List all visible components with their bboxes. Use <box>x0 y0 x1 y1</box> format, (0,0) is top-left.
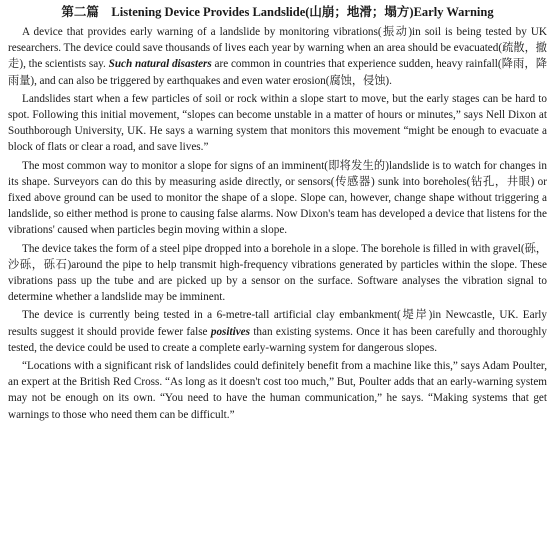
paragraph-1-text-b: are common in countries that experience sudden, heavy rainfall(降雨，降雨量), and can also be triggered by earthquakes and even water erosion(腐蚀，侵蚀). <box>8 58 548 87</box>
paragraph-5-text-a: The device is currently being tested in a 6-metre-tall artificial clay embankment(堤岸)in Newcastle, UK. Early results suggest it should provide fewer false <box>8 309 547 338</box>
paragraph-2: Landslides start when a few particles of soil or rock within a slope start to move, but the early stages can be hard to spot. Following this initial movement, “slopes can become unstable in a matter of hours or minutes,” says Nell Dixon at Southborough University, UK. He says a warning system that monitors this movement “might be enough to evacuate a block of flats or clear a road, and save lives.” <box>8 92 547 154</box>
paragraph-5 <box>8 307 547 356</box>
paragraph-3: The most common way to monitor a slope for signs of an imminent(即将发生的)landslide is to watch for changes in its shape. Surveyors can do this by measuring aside directly, or sensors(传感器) sunk into boreholes(钻孔，井眼) or fixed above ground can be used to monitor the shape of a slope. Slope can, however, change shape without triggering a landslide, so either method is prone to causing false alarms. Now Dixon's team has developed a device that listens for the vibrations' caused when particles begin moving within a slope. <box>8 159 547 237</box>
paragraph-1 <box>8 24 547 89</box>
emphasis-such-natural-disasters: Such natural disasters <box>108 58 212 71</box>
paragraph-4: The device takes the form of a steel pipe dropped into a borehole in a slope. The borehole is filled in with gravel(砾，沙砾，砾石)around the pipe to help transmit high-frequency vibrations generated by particles within the slope. These vibrations pass up the tube and are picked up by a sensor on the surface. Software analyses the vibration signal to determine whether a landslide may be imminent. <box>8 242 547 304</box>
paragraph-1-text-a: A device that provides early warning of a landslide by monitoring vibrations(振动)in soil is being tested by UK researchers. The device could save thousands of lives each year by warning when an area should be evacuated(疏散，撤走), the scientists say. <box>8 26 547 71</box>
paragraph-6: “Locations with a significant risk of landslides could definitely benefit from a machine like this,” says Adam Poulter, an expert at the British Red Cross. “As long as it doesn't cost too much,” But, Poulter adds that an early-warning system may not be enough on its own. “You need to have the human communication,” he says. “Making systems that get warnings to those who need them can be difficult.” <box>8 360 547 421</box>
article-title: 第二篇 Listening Device Provides Landslide(山崩；地滑；塌方)Early Warning <box>61 5 494 19</box>
paragraph-5-text-b: than existing systems. Once it has been carefully and thoroughly tested, the device could be used to create a complete early-warning system for dangerous slopes. <box>8 325 547 354</box>
emphasis-positives: positives <box>210 325 250 338</box>
